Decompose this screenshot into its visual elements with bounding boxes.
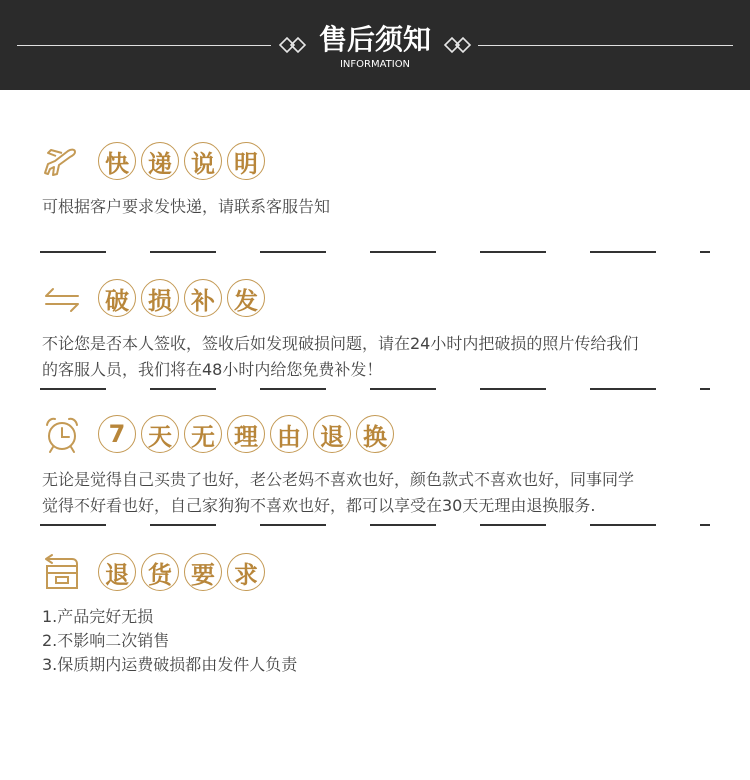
section-body — [42, 194, 722, 220]
section-title-badges — [98, 142, 270, 182]
page-title: 售后须知 — [318, 23, 431, 56]
title-char-badge: 无 — [184, 415, 222, 453]
section-divider — [40, 524, 710, 526]
body-line: 2.不影响二次销售 — [42, 631, 170, 650]
section-body — [42, 467, 722, 519]
body-line: 觉得不好看也好，自己家狗狗不喜欢也好，都可以享受在30天无理由退换服务. — [42, 496, 596, 515]
title-char-badge: 理 — [227, 415, 265, 453]
section-title-badges — [98, 279, 270, 319]
section-title-badges — [98, 553, 270, 593]
header-banner — [0, 0, 750, 90]
body-line: 的客服人员，我们将在48小时内给您免费补发！ — [42, 360, 383, 379]
section-title-badges — [98, 415, 399, 455]
title-char-badge: 明 — [227, 142, 265, 180]
section-body — [42, 331, 722, 383]
double-diamond-icon — [441, 34, 471, 56]
title-char-badge: 7 — [98, 415, 136, 453]
section-divider — [40, 251, 710, 253]
title-char-badge: 求 — [227, 553, 265, 591]
title-char-badge: 递 — [141, 142, 179, 180]
title-char-badge: 发 — [227, 279, 265, 317]
title-char-badge: 破 — [98, 279, 136, 317]
title-char-badge: 换 — [356, 415, 394, 453]
airplane-icon — [42, 142, 82, 182]
title-char-badge: 要 — [184, 553, 222, 591]
body-line: 3.保质期内运费破损都由发件人负责 — [42, 655, 298, 674]
section-divider — [40, 388, 710, 390]
title-char-badge: 退 — [313, 415, 351, 453]
title-char-badge: 由 — [270, 415, 308, 453]
title-char-badge: 退 — [98, 553, 136, 591]
title-char-badge: 损 — [141, 279, 179, 317]
body-line: 可根据客户要求发快递，请联系客服告知 — [42, 197, 331, 216]
title-char-badge: 货 — [141, 553, 179, 591]
header-rule-right — [478, 45, 733, 46]
return-box-icon — [42, 553, 82, 593]
alarm-clock-icon — [42, 415, 82, 455]
body-line: 不论您是否本人签收，签收后如发现破损问题，请在24小时内把破损的照片传给我们 — [42, 334, 639, 353]
body-line: 无论是觉得自己买贵了也好，老公老妈不喜欢也好，颜色款式不喜欢也好，同事同学 — [42, 470, 635, 489]
title-char-badge: 补 — [184, 279, 222, 317]
exchange-arrows-icon — [42, 279, 82, 319]
section-body — [42, 605, 722, 677]
title-char-badge: 说 — [184, 142, 222, 180]
title-char-badge: 天 — [141, 415, 179, 453]
body-line: 1.产品完好无损 — [42, 607, 154, 626]
page-subtitle: INFORMATION — [339, 59, 411, 70]
title-char-badge: 快 — [98, 142, 136, 180]
